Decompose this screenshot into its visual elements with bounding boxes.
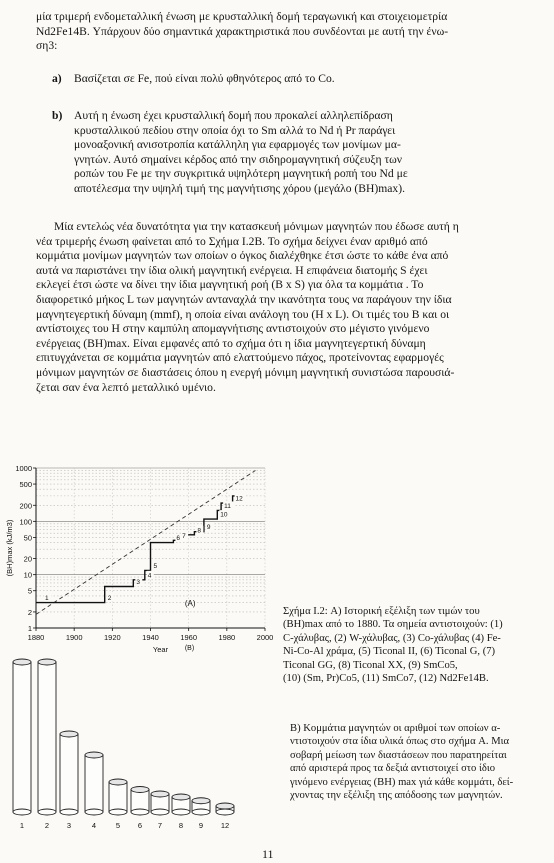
cylinder-label: 6 bbox=[137, 821, 143, 830]
cylinder-base bbox=[38, 809, 56, 815]
cylinder-top bbox=[60, 731, 78, 737]
data-point-label: 9 bbox=[206, 524, 211, 532]
text-line: ζεται σαν ένα λεπτό μεταλλικό υμένιο. bbox=[36, 380, 216, 394]
caption-line: Ni-Co-Al χράμα, (5) Ticonal II, (6) Ticonal G, (7) bbox=[283, 646, 496, 658]
cylinder-base bbox=[131, 809, 149, 815]
text-line: νέα τριμερής ένωση φαίνεται από το Σχήμα Ι.2Β. Το σχήμα δείχνει έναν αριθμό από bbox=[36, 234, 428, 248]
data-point bbox=[107, 594, 114, 603]
cylinder-base bbox=[60, 809, 78, 815]
data-point-label: 11 bbox=[224, 502, 231, 510]
y-tick-label: 20 bbox=[23, 554, 32, 564]
caption-line: ντιστοιχούν στα ίδια υλικά όπως στο σχήμα A. Μια bbox=[290, 736, 510, 748]
cylinder-base bbox=[151, 809, 169, 815]
cylinder-top bbox=[151, 791, 169, 797]
y-axis-label: (BH)max (kJ/m3) bbox=[5, 519, 14, 577]
data-point bbox=[219, 510, 230, 519]
text-line: κομμάτια μονίμων μαγνητών των οποίων ο όγκος διαλέχθηκε έτσι ώστε το κάθε ένα από bbox=[36, 249, 449, 263]
y-tick-label: 10 bbox=[23, 570, 32, 580]
caption-line: C-χάλυβας, (2) W-χάλυβας, (3) Co-χάλυβας (4) Fe- bbox=[283, 632, 501, 644]
panel-a-label: (A) bbox=[184, 598, 196, 608]
figure-panel-a bbox=[0, 452, 300, 842]
cylinder-base bbox=[172, 809, 190, 815]
text-line: αυτά να παριστάνει την ίδια ολική μαγνητική ενέργεια. Η επιφάνεια διατομής S έχει bbox=[36, 263, 428, 277]
magnet-cylinder bbox=[151, 791, 169, 830]
text-line: εκλεγεί έτσι ώστε να δίνει την ίδια μαγνητική ροή (B x S) για όλα τα κομμάτια . Το bbox=[36, 278, 424, 292]
cylinder-top bbox=[216, 803, 234, 809]
cylinder-base bbox=[192, 809, 210, 815]
data-point-label: 5 bbox=[153, 562, 158, 570]
text-line: ροπών του Fe με την συγκριτικά υψηλότερη μαγνητική ροπή του Nd με bbox=[74, 167, 408, 181]
list-item-b bbox=[52, 109, 542, 197]
magnet-cylinder bbox=[85, 752, 103, 830]
x-tick-label: 1900 bbox=[65, 633, 83, 642]
data-point bbox=[235, 494, 246, 503]
cylinder-base bbox=[216, 809, 234, 815]
cylinder-label: 7 bbox=[157, 821, 163, 830]
x-tick-label: 2000 bbox=[256, 633, 274, 642]
x-tick-label: 1880 bbox=[27, 633, 45, 642]
cylinder-body bbox=[13, 662, 31, 812]
text-line: μονοαξονική ανισοτροπία κατάλληλη για εφαρμογές των μονίμων μα- bbox=[74, 138, 401, 152]
text-line: Αυτή η ένωση έχει κρυσταλλική δομή που προκαλεί αλληλεπίδραση bbox=[74, 109, 393, 122]
data-point-label: 10 bbox=[220, 511, 228, 519]
cylinder-base bbox=[13, 809, 31, 815]
data-point-label: 12 bbox=[235, 495, 243, 503]
x-axis-label: Year bbox=[152, 645, 169, 654]
cylinder-base bbox=[109, 809, 127, 815]
cylinder-top bbox=[38, 659, 56, 665]
caption-line: (BH)max από το 1880. Τα σημεία αντιστοιχούν: (1) bbox=[283, 619, 503, 631]
y-tick-label: 500 bbox=[19, 480, 32, 490]
y-tick-label: 1000 bbox=[15, 464, 32, 473]
data-point-label: 1 bbox=[45, 595, 49, 603]
text-line: διαφορετικό μήκος L των μαγνητών ανταναχλά την ικανότητα τους να παράγουν την ίδια bbox=[36, 292, 452, 306]
data-point-label: 3 bbox=[136, 578, 140, 586]
text-line: αντίστοιχες του H στην καμπύλη απομαγνήτισης αντιστοιχούν στο μέγιστο γινόμενο bbox=[36, 322, 430, 336]
data-point bbox=[147, 571, 154, 580]
text-line: ενέργειας (BH)max. Είναι εμφανές από το σχήμα ότι η ίδια μαγνητεγερτική δύναμη bbox=[36, 336, 426, 350]
list-item-a bbox=[52, 72, 542, 87]
cylinder-top bbox=[13, 659, 31, 665]
caption-line: γινόμενο ενέργειας (BH) max γιά κάθε κομμάτι, δεί- bbox=[290, 776, 514, 788]
cylinder-top bbox=[131, 787, 149, 793]
cylinder-label: 1 bbox=[19, 821, 25, 830]
x-tick-label: 1960 bbox=[180, 633, 198, 642]
y-tick-label: 200 bbox=[19, 501, 32, 511]
text-line: γνητών. Αυτό σημαίνει κέρδος από την σιδηρομαγνητική σύζευξη των bbox=[74, 152, 403, 166]
magnet-cylinder bbox=[109, 779, 127, 830]
cylinder-label: 8 bbox=[178, 821, 184, 830]
cylinder-label: 4 bbox=[91, 821, 97, 830]
text-line: Nd2Fe14B. Υπάρχουν δύο σημαντικά χαρακτηριστικά που συνδέονται με αυτή την ένω- bbox=[36, 24, 449, 38]
magnet-cylinder bbox=[38, 659, 56, 830]
figure-caption-b bbox=[290, 722, 548, 802]
data-point bbox=[153, 561, 160, 570]
text-line: κρυσταλλικού πεδίου στην οποία όχι το Sm αλλά το Nd ή Pr παράγει bbox=[74, 123, 396, 137]
caption-line: (10) (Sm, Pr)Co5, (11) SmCo7, (12) Nd2Fe14B. bbox=[283, 673, 489, 685]
x-tick-label: 1920 bbox=[103, 633, 121, 642]
panel-b-label: (B) bbox=[184, 645, 195, 652]
data-point-label: 6 bbox=[176, 535, 181, 543]
y-tick-label: 1 bbox=[27, 624, 32, 633]
caption-line: χνοντας την εξέλιξη της απόδοσης των μαγνητών. bbox=[290, 790, 503, 802]
magnet-cylinder bbox=[13, 659, 31, 830]
cylinder-label: 12 bbox=[220, 821, 230, 830]
intro-paragraph bbox=[36, 10, 550, 54]
cylinder-label: 3 bbox=[66, 821, 72, 830]
y-tick-label: 2 bbox=[27, 607, 32, 617]
x-tick-label: 1940 bbox=[142, 633, 159, 642]
cylinder-base bbox=[85, 809, 103, 815]
caption-line: Ticonal GG, (8) Ticonal XX, (9) SmCo5, bbox=[283, 659, 458, 671]
text-line: ση3: bbox=[36, 39, 58, 53]
magnet-cylinder bbox=[60, 731, 78, 830]
caption-line: B) Κομμάτια μαγνητών οι αριθμοί των οποίων α- bbox=[290, 723, 501, 734]
text-line: επιτυγχάνεται σε κομμάτια μαγνητών από ελαττούμενο πάχος, προτείνοντας εφαρμογές bbox=[36, 351, 444, 365]
magnet-cylinder bbox=[216, 803, 234, 830]
text-line: μαγνητεγερτική δύναμη (mmf), η οποία είναι ανάλογη του (H x L). Οι τιμές του B και οι bbox=[36, 307, 450, 321]
cylinder-top bbox=[85, 752, 103, 758]
data-point bbox=[44, 594, 51, 603]
cylinder-body bbox=[60, 734, 78, 812]
y-tick-label: 50 bbox=[23, 533, 32, 543]
caption-line: σοβαρή μείωση των διαστάσεων που παρατηρείται bbox=[290, 749, 507, 761]
data-point bbox=[196, 526, 203, 535]
figure-caption-a bbox=[283, 605, 548, 685]
cylinder-body bbox=[38, 662, 56, 812]
list-marker: b) bbox=[52, 109, 63, 122]
magnet-cylinder bbox=[172, 794, 190, 830]
body-paragraph bbox=[36, 220, 550, 395]
cylinder-top bbox=[192, 798, 210, 804]
data-point-label: 4 bbox=[147, 572, 152, 580]
data-point-label: 2 bbox=[107, 595, 112, 603]
text-line: Βασίζεται σε Fe, πού είναι πολύ φθηνότερος από το Co. bbox=[74, 72, 335, 85]
magnet-cylinder bbox=[131, 787, 149, 831]
step-line bbox=[36, 496, 236, 603]
data-point bbox=[181, 531, 188, 540]
data-point bbox=[206, 523, 213, 532]
y-tick-label: 100 bbox=[19, 517, 32, 527]
cylinder-body bbox=[85, 755, 103, 812]
text-line: Μία εντελώς νέα δυνατότητα για την κατασκευή μόνιμων μαγνητών που έδωσε αυτή η bbox=[54, 220, 459, 233]
caption-line: Σχήμα Ι.2: A) Ιστορική εξέλιξη των τιμών του bbox=[283, 606, 480, 617]
magnet-cylinder bbox=[192, 798, 210, 830]
cylinder-label: 9 bbox=[198, 821, 204, 830]
list-marker: a) bbox=[52, 72, 62, 85]
data-point bbox=[135, 577, 142, 586]
cylinder-body bbox=[109, 782, 127, 812]
data-point-label: 8 bbox=[197, 527, 202, 535]
data-point bbox=[223, 501, 234, 510]
caption-line: από αριστερά προς τα δεξιά αντιστοιχεί στο ίδιο bbox=[290, 763, 495, 775]
text-line: μόνιμων μαγνητών σε διαστάσεις όπου η ενεργή μόνιμη μαγνητική συνιστώσα παρουσιά- bbox=[36, 365, 455, 379]
x-tick-label: 1980 bbox=[218, 633, 236, 642]
y-tick-label: 5 bbox=[27, 586, 32, 596]
data-point-label: 7 bbox=[182, 532, 186, 540]
page-number: 11 bbox=[262, 847, 274, 861]
text-line: μία τριμερή ενδομεταλλική ένωση με κρυσταλλική δομή τεραγωνική και στοιχειομετρία bbox=[36, 10, 448, 23]
text-line: αποτέλεσμα την υψηλή τιμή της μαγνήτισης χόρου (μεγάλο (BH)max). bbox=[74, 181, 405, 195]
cylinder-top bbox=[109, 779, 127, 785]
cylinder-label: 2 bbox=[44, 821, 50, 830]
cylinder-label: 5 bbox=[115, 821, 121, 830]
cylinder-top bbox=[172, 794, 190, 800]
